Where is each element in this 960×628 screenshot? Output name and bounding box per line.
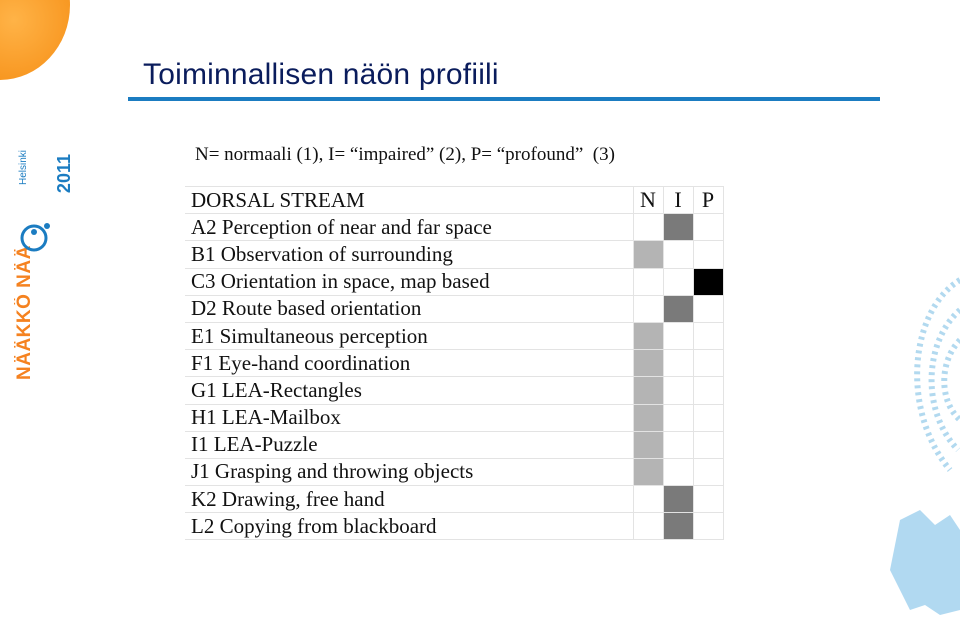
column-header-i: I: [663, 187, 693, 214]
legend-text: N= normaali (1), I= “impaired” (2), P= “profound” (3): [195, 144, 615, 165]
level-marker-p: [693, 268, 723, 295]
table-row: [185, 241, 723, 268]
level-cell-i: [663, 241, 693, 268]
logo-bird-icon: [14, 218, 54, 258]
column-header-p: P: [693, 187, 723, 214]
level-cell-i: [663, 404, 693, 431]
row-label: A2 Perception of near and far space: [185, 214, 633, 241]
naakko-naa-logo: [14, 150, 74, 380]
level-marker-n: [633, 458, 663, 485]
row-label: D2 Route based orientation: [185, 295, 633, 322]
level-cell-p: [693, 486, 723, 513]
column-header-n: N: [633, 187, 663, 214]
right-decoration: [880, 270, 960, 628]
level-cell-n: [633, 214, 663, 241]
level-marker-n: [633, 431, 663, 458]
table-row: [185, 350, 723, 377]
logo-year-group: [32, 150, 74, 220]
table-row: [185, 295, 723, 322]
level-cell-p: [693, 458, 723, 485]
level-cell-p: [693, 404, 723, 431]
level-cell-i: [663, 350, 693, 377]
table-row: [185, 377, 723, 404]
level-marker-n: [633, 350, 663, 377]
table-row: [185, 431, 723, 458]
table-row: [185, 458, 723, 485]
level-cell-p: [693, 431, 723, 458]
level-cell-n: [633, 486, 663, 513]
logo-year: 2011: [54, 154, 74, 194]
sun-logo-decoration: [0, 0, 70, 80]
title-underline: [128, 97, 880, 101]
level-marker-n: [633, 322, 663, 349]
table-row: [185, 404, 723, 431]
level-marker-i: [663, 486, 693, 513]
row-label: C3 Orientation in space, map based: [185, 268, 633, 295]
level-cell-i: [663, 458, 693, 485]
dorsal-stream-table: [185, 186, 724, 540]
slide-title: Toiminnallisen näön profiili: [143, 58, 499, 91]
row-label: I1 LEA-Puzzle: [185, 431, 633, 458]
row-label: H1 LEA-Mailbox: [185, 404, 633, 431]
level-marker-i: [663, 513, 693, 540]
level-cell-p: [693, 350, 723, 377]
table-section-header: DORSAL STREAM: [185, 187, 633, 214]
level-cell-i: [663, 377, 693, 404]
row-label: E1 Simultaneous perception: [185, 322, 633, 349]
table-row: [185, 214, 723, 241]
level-cell-p: [693, 214, 723, 241]
level-cell-i: [663, 268, 693, 295]
level-marker-i: [663, 214, 693, 241]
table-row: [185, 268, 723, 295]
level-cell-i: [663, 431, 693, 458]
row-label: G1 LEA-Rectangles: [185, 377, 633, 404]
logo-name: NÄÄKKÖ NÄÄ: [14, 245, 35, 380]
level-marker-n: [633, 377, 663, 404]
level-cell-p: [693, 295, 723, 322]
row-label: J1 Grasping and throwing objects: [185, 458, 633, 485]
row-label: L2 Copying from blackboard: [185, 513, 633, 540]
table-row: [185, 322, 723, 349]
level-cell-p: [693, 377, 723, 404]
level-cell-p: [693, 513, 723, 540]
level-cell-n: [633, 295, 663, 322]
logo-city: Helsinki: [18, 150, 29, 186]
level-marker-i: [663, 295, 693, 322]
row-label: K2 Drawing, free hand: [185, 486, 633, 513]
level-marker-n: [633, 404, 663, 431]
table-row: [185, 513, 723, 540]
level-marker-n: [633, 241, 663, 268]
table-row: [185, 486, 723, 513]
level-cell-n: [633, 268, 663, 295]
level-cell-p: [693, 322, 723, 349]
level-cell-i: [663, 322, 693, 349]
level-cell-n: [633, 513, 663, 540]
row-label: F1 Eye-hand coordination: [185, 350, 633, 377]
table-header-row: [185, 187, 723, 214]
row-label: B1 Observation of surrounding: [185, 241, 633, 268]
level-cell-p: [693, 241, 723, 268]
